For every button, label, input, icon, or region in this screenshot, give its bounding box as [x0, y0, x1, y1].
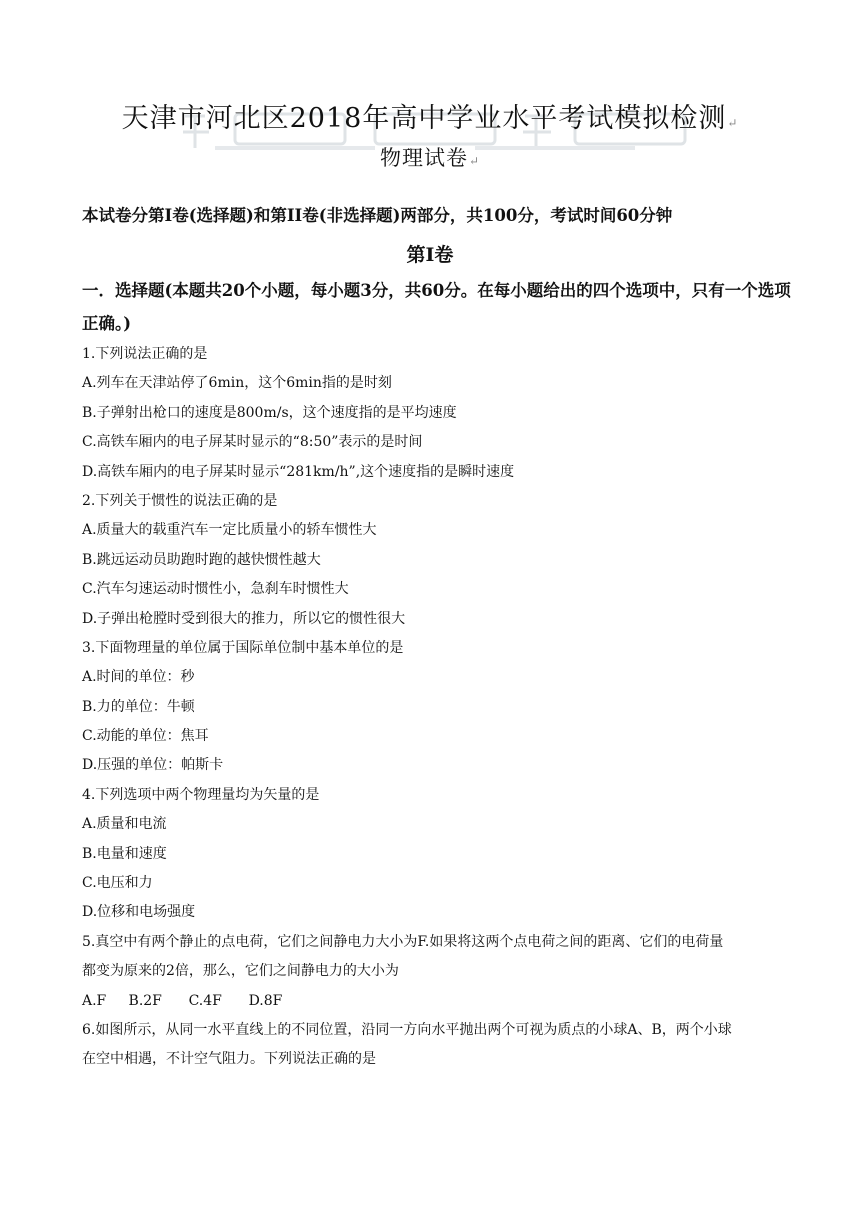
option-line: C.汽车匀速运动时惯性小，急刹车时惯性大 [82, 581, 349, 598]
document-subtitle: 物理试卷↵ [379, 146, 481, 170]
option-line: D.位移和电场强度 [82, 904, 196, 921]
paragraph-return-mark: ↵ [468, 154, 481, 168]
option-line: B.电量和速度 [82, 845, 167, 862]
paragraph-return-mark: ↵ [727, 116, 739, 130]
question-line: 1.下列说法正确的是 [82, 346, 208, 362]
option-line: B.子弹射出枪口的速度是800m/s，这个速度指的是平均速度 [82, 404, 457, 421]
document-title: 天津市河北区2018年高中学业水平考试模拟检测↵ [121, 103, 739, 134]
question-line: 5.真空中有两个静止的点电荷，它们之间静电力大小为F.如果将这两个点电荷之间的距离、它们的电荷量 [82, 933, 724, 950]
question-line: 都变为原来的2倍，那么，它们之间静电力的大小为 [82, 963, 399, 980]
option-line: A.F B.2F C.4F D.8F [82, 992, 283, 1009]
question-list [82, 340, 792, 1075]
part-title: 第I卷 [406, 244, 454, 266]
option-line: A.质量大的载重汽车一定比质量小的轿车惯性大 [82, 522, 377, 539]
option-line: B.力的单位：牛顿 [82, 698, 195, 715]
option-line: C.电压和力 [82, 875, 153, 892]
option-line: B.跳远运动员助跑时跑的越快惯性越大 [82, 551, 321, 568]
option-line: A.列车在天津站停了6min，这个6min指的是时刻 [82, 375, 392, 392]
question-line: 3.下面物理量的单位属于国际单位制中基本单位的是 [82, 639, 404, 656]
option-line: D.子弹出枪膛时受到很大的推力，所以它的惯性很大 [82, 610, 406, 627]
option-line: A.时间的单位：秒 [82, 669, 195, 686]
option-line: C.高铁车厢内的电子屏某时显示的“8:50”表示的是时间 [82, 434, 423, 451]
section-heading: 一．选择题(本题共20个小题，每小题3分，共60分。在每小题给出的四个选项中，只有一个选项正确。) [82, 281, 791, 333]
question-line: 4.下列选项中两个物理量均为矢量的是 [82, 786, 320, 803]
question-line: 2.下列关于惯性的说法正确的是 [82, 492, 278, 509]
option-line: C.动能的单位：焦耳 [82, 728, 209, 745]
question-line: 在空中相遇，不计空气阻力。下列说法正确的是 [82, 1051, 376, 1068]
option-line: D.压强的单位：帕斯卡 [82, 757, 224, 774]
option-line: A.质量和电流 [82, 816, 167, 833]
question-line: 6.如图所示，从同一水平直线上的不同位置，沿同一方向水平抛出两个可视为质点的小球A、B，两个小球 [82, 1021, 732, 1038]
option-line: D.高铁车厢内的电子屏某时显示“281km/h”,这个速度指的是瞬时速度 [82, 463, 515, 480]
exam-intro: 本试卷分第I卷(选择题)和第II卷(非选择题)两部分，共100分，考试时间60分钟 [82, 206, 673, 225]
